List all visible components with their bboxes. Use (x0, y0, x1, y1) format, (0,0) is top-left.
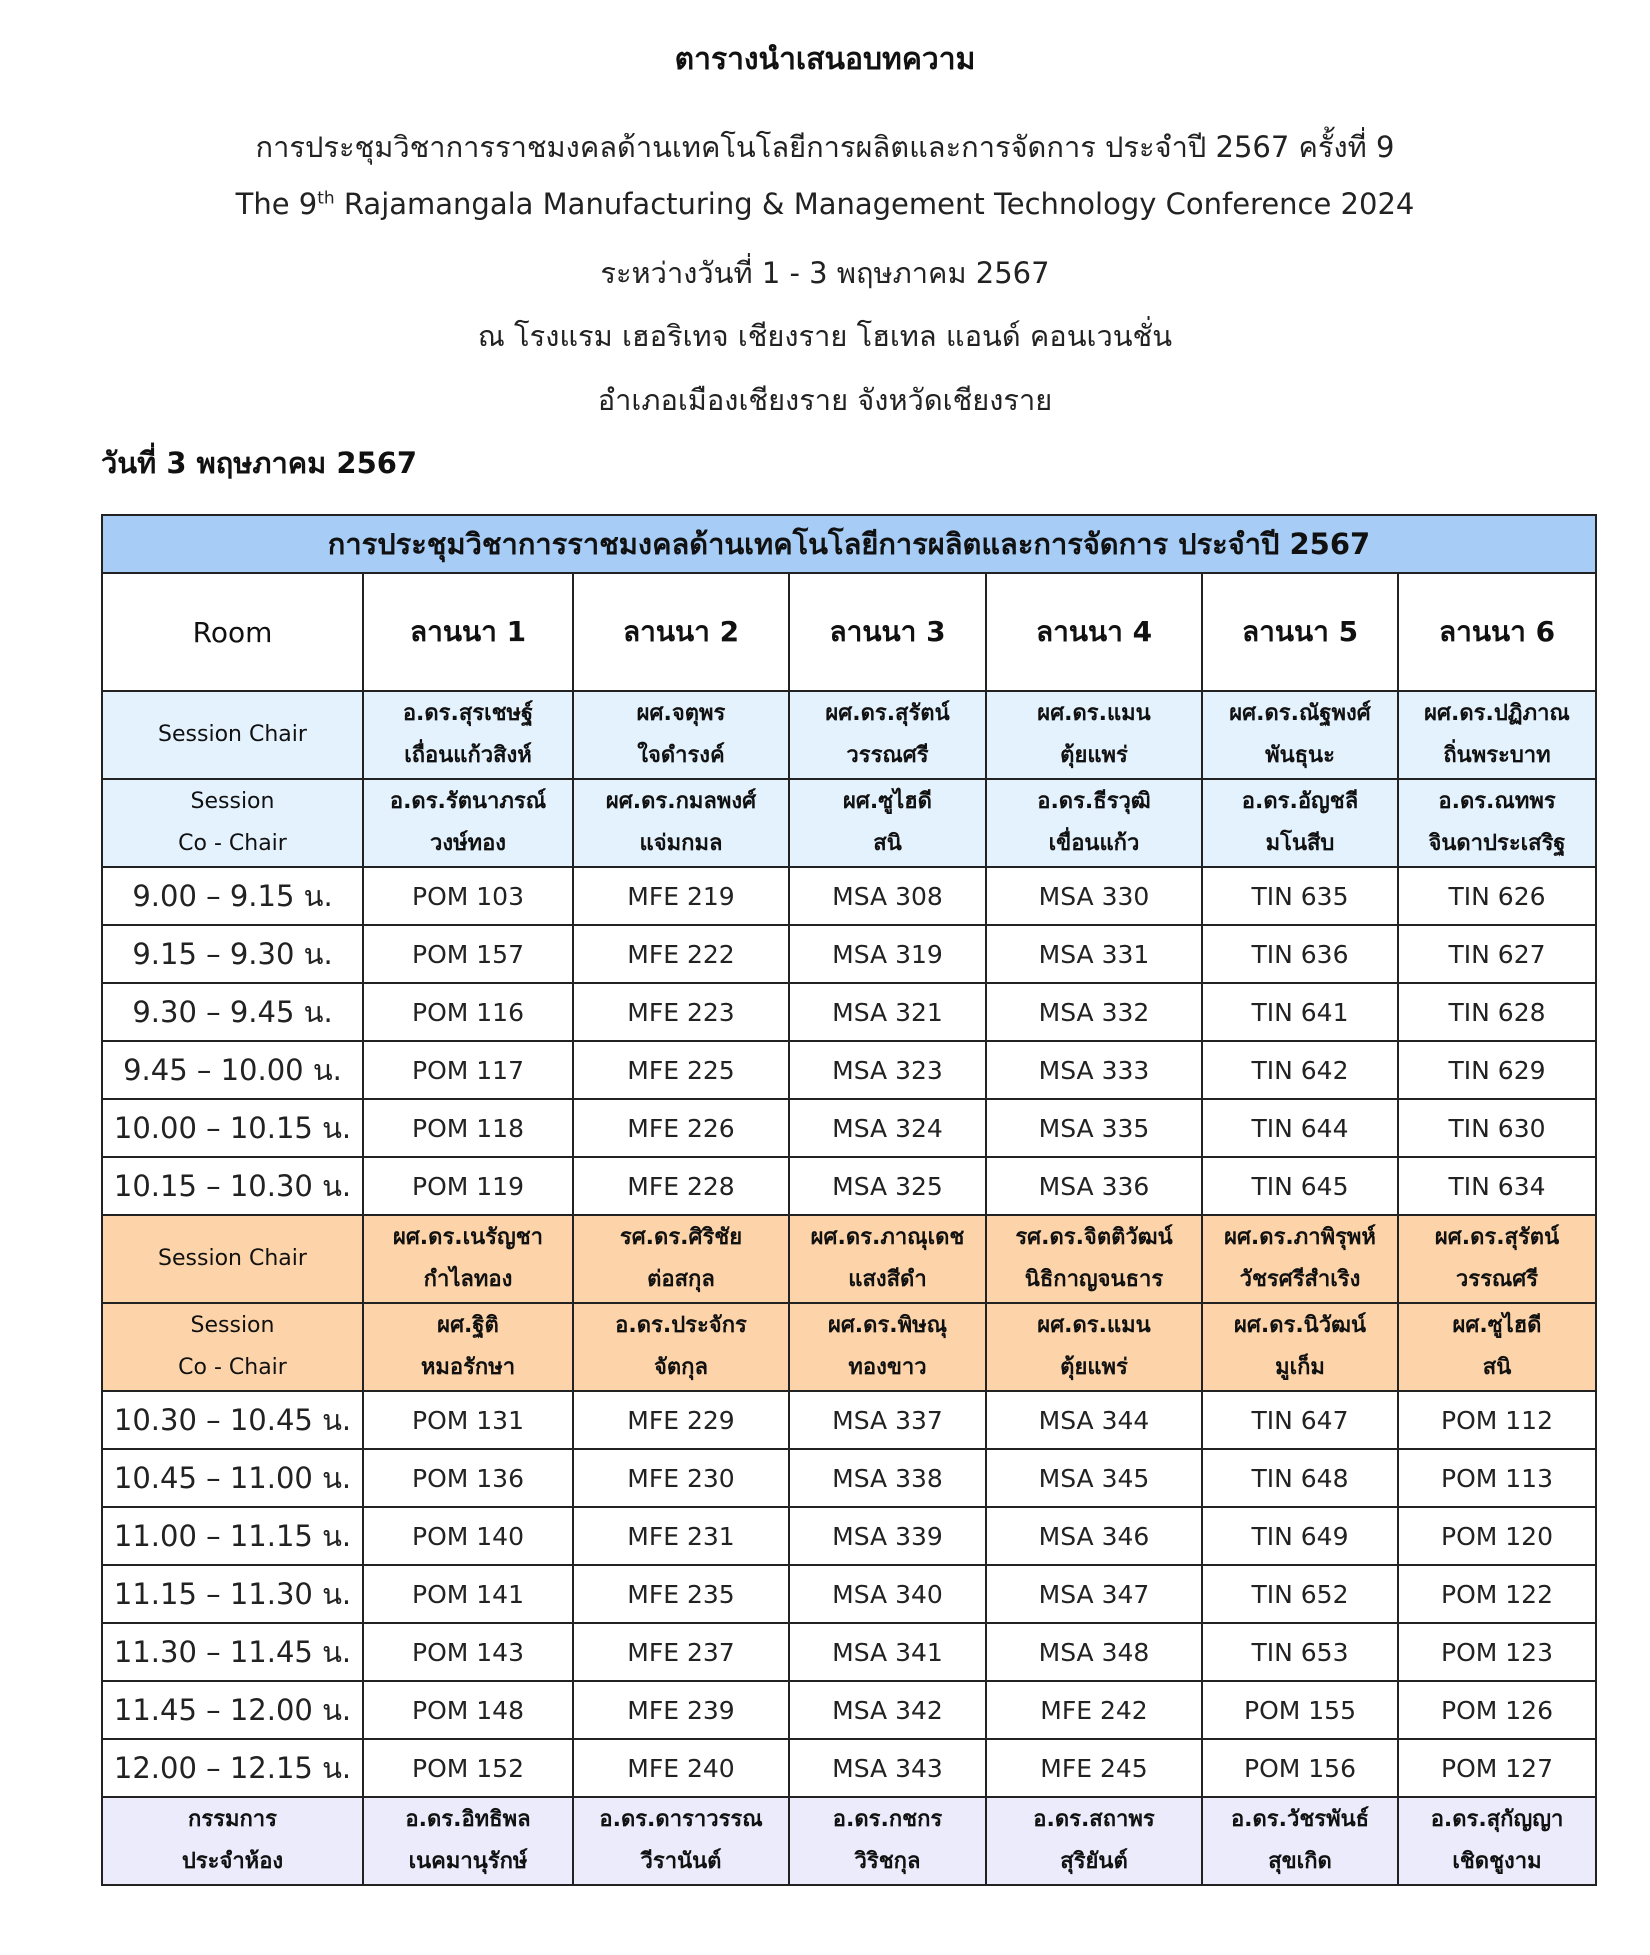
paper-id: POM 141 (363, 1565, 573, 1623)
session-chair-name (986, 691, 1202, 779)
paper-id: POM 122 (1398, 1565, 1596, 1623)
paper-id: MSA 345 (986, 1449, 1202, 1507)
session-chair-name-line-2: วรรณศรี (1455, 1267, 1539, 1292)
session-chair-name (789, 1215, 986, 1303)
paper-id: TIN 647 (1202, 1391, 1398, 1449)
paper-id: POM 140 (363, 1507, 573, 1565)
paper-id: MSA 323 (789, 1041, 986, 1099)
committee-member-line-2: สุขเกิด (1268, 1849, 1332, 1874)
time-slot: 10.45 – 11.00 น. (102, 1449, 363, 1507)
session-chair-name-line-1: ผศ.ดร.ภาณุเดช (810, 1225, 965, 1250)
session-chair-name-line-1: ผศ.ดร.ภาพิรุพห์ (1224, 1225, 1376, 1250)
paper-id: TIN 652 (1202, 1565, 1398, 1623)
time-slot: 11.45 – 12.00 น. (102, 1681, 363, 1739)
paper-id: POM 116 (363, 983, 573, 1041)
session-cochair-name-line-1: ผศ.ดร.แมน (1037, 1313, 1151, 1338)
session-chair-name (1202, 691, 1398, 779)
paper-id: TIN 653 (1202, 1623, 1398, 1681)
paper-id: MFE 242 (986, 1681, 1202, 1739)
paper-id: MSA 308 (789, 867, 986, 925)
paper-id: TIN 644 (1202, 1099, 1398, 1157)
committee-member-line-2: วิริชกุล (854, 1849, 921, 1874)
paper-id: MFE 223 (573, 983, 789, 1041)
time-slot-row (102, 1041, 1596, 1099)
room-header-6: ลานนา 6 (1398, 573, 1596, 691)
paper-id: MFE 237 (573, 1623, 789, 1681)
session-chair-name-line-2: วรรณศรี (846, 743, 929, 768)
session-cochair-name-line-1: ผศ.ฐิติ (437, 1313, 499, 1338)
room-label: Room (102, 573, 363, 691)
time-slot: 9.15 – 9.30 น. (102, 925, 363, 983)
time-slot-row (102, 1507, 1596, 1565)
session-cochair-name-line-1: อ.ดร.อัญชลี (1241, 789, 1359, 814)
paper-id: MFE 231 (573, 1507, 789, 1565)
session-chair-name-line-2: นิธิกาญจนธาร (1024, 1267, 1164, 1292)
session-chair-name-line-1: ผศ.ดร.สุรัตน์ (825, 701, 950, 726)
paper-id: MSA 330 (986, 867, 1202, 925)
room-header-5: ลานนา 5 (1202, 573, 1398, 691)
paper-id: POM 117 (363, 1041, 573, 1099)
paper-id: MFE 226 (573, 1099, 789, 1157)
paper-id: POM 136 (363, 1449, 573, 1507)
paper-id: POM 103 (363, 867, 573, 925)
paper-id: MSA 319 (789, 925, 986, 983)
paper-id: TIN 642 (1202, 1041, 1398, 1099)
time-slot: 9.30 – 9.45 น. (102, 983, 363, 1041)
session-cochair-name-line-2: ทองขาว (848, 1355, 927, 1380)
paper-id: POM 156 (1202, 1739, 1398, 1797)
paper-id: MSA 341 (789, 1623, 986, 1681)
session-chair-name-line-2: พันธุนะ (1265, 743, 1335, 768)
session-cochair-label (102, 779, 363, 867)
committee-member-line-1: อ.ดร.ดาราวรรณ (599, 1807, 763, 1832)
paper-id: TIN 634 (1398, 1157, 1596, 1215)
committee-member-line-1: อ.ดร.วัชรพันธ์ (1230, 1807, 1370, 1832)
paper-id: POM 118 (363, 1099, 573, 1157)
room-header-2: ลานนา 2 (573, 573, 789, 691)
session-cochair-name (573, 1303, 789, 1391)
session-chair-name (1398, 691, 1596, 779)
session-cochair-name-line-2: วงษ์ทอง (429, 831, 507, 856)
paper-id: MFE 225 (573, 1041, 789, 1099)
paper-id: MSA 344 (986, 1391, 1202, 1449)
session-cochair-name-line-1: ผศ.ดร.พิษณุ (827, 1313, 948, 1338)
session-chair-name-line-1: ผศ.ดร.แมน (1037, 701, 1151, 726)
conference-venue: ณ โรงแรม เฮอริเทจ เชียงราย โฮเทล แอนด์ คอนเวนชั่น (477, 319, 1173, 353)
session-cochair-name-line-2: จัตกุล (654, 1355, 708, 1380)
paper-id: POM 123 (1398, 1623, 1596, 1681)
committee-member (1398, 1797, 1596, 1885)
paper-id: MSA 333 (986, 1041, 1202, 1099)
paper-id: MSA 332 (986, 983, 1202, 1041)
session-cochair-label-line-2: Co - Chair (178, 1355, 287, 1380)
session-cochair-name-line-2: มูเก็ม (1275, 1355, 1325, 1380)
block1-session-chair-row (102, 691, 1596, 779)
session-cochair-label-line-1: Session (190, 1313, 275, 1338)
paper-id: POM 127 (1398, 1739, 1596, 1797)
room-header-4: ลานนา 4 (986, 573, 1202, 691)
time-slot: 11.30 – 11.45 น. (102, 1623, 363, 1681)
room-header-3: ลานนา 3 (789, 573, 986, 691)
paper-id: MSA 348 (986, 1623, 1202, 1681)
session-cochair-name (1202, 779, 1398, 867)
paper-id: MSA 331 (986, 925, 1202, 983)
schedule-table (101, 514, 1597, 1886)
conference-name-en-sup: th (317, 188, 335, 209)
paper-id: TIN 649 (1202, 1507, 1398, 1565)
committee-label-line-1: กรรมการ (188, 1807, 277, 1832)
session-chair-name-line-1: ผศ.ดร.ปฏิภาณ (1424, 701, 1570, 726)
paper-id: POM 148 (363, 1681, 573, 1739)
paper-id: POM 113 (1398, 1449, 1596, 1507)
conference-name-en-post: Rajamangala Manufacturing & Management Technology Conference 2024 (334, 187, 1415, 221)
paper-id: MFE 230 (573, 1449, 789, 1507)
session-chair-name-line-1: ผศ.จตุพร (636, 701, 726, 726)
paper-id: TIN 645 (1202, 1157, 1398, 1215)
session-cochair-label (102, 1303, 363, 1391)
time-slot-row (102, 1449, 1596, 1507)
session-cochair-name-line-1: อ.ดร.ธีรวุฒิ (1037, 789, 1151, 814)
session-chair-name-line-1: รศ.ดร.จิตติวัฒน์ (1015, 1225, 1173, 1250)
time-slot-row (102, 1623, 1596, 1681)
committee-row (102, 1797, 1596, 1885)
session-chair-name-line-2: เถื่อนแก้วสิงห์ (404, 743, 532, 768)
session-cochair-name-line-2: แจ่มกมล (639, 831, 723, 856)
session-cochair-name (573, 779, 789, 867)
session-chair-name (1202, 1215, 1398, 1303)
session-cochair-name (1398, 779, 1596, 867)
paper-id: MSA 346 (986, 1507, 1202, 1565)
session-chair-name (363, 691, 573, 779)
paper-id: POM 157 (363, 925, 573, 983)
session-chair-name-line-1: ผศ.ดร.ณัฐพงศ์ (1229, 701, 1371, 726)
time-slot-row (102, 1099, 1596, 1157)
committee-label (102, 1797, 363, 1885)
table-title-row (102, 515, 1596, 573)
session-chair-name-line-1: ผศ.ดร.เนรัญชา (392, 1225, 544, 1250)
time-slot-row (102, 925, 1596, 983)
paper-id: POM 112 (1398, 1391, 1596, 1449)
committee-member-line-1: อ.ดร.กชกร (832, 1807, 943, 1832)
session-cochair-name-line-2: สนิ (1482, 1355, 1512, 1380)
schedule-table-body (102, 515, 1596, 1885)
session-cochair-name-line-1: อ.ดร.รัตนาภรณ์ (389, 789, 547, 814)
paper-id: MSA 347 (986, 1565, 1202, 1623)
session-chair-name-line-2: กำไลทอง (423, 1267, 513, 1292)
paper-id: POM 143 (363, 1623, 573, 1681)
session-cochair-name-line-1: อ.ดร.ณทพร (1438, 789, 1556, 814)
block2-session-chair-row (102, 1215, 1596, 1303)
paper-id: MFE 240 (573, 1739, 789, 1797)
table-title: การประชุมวิชาการราชมงคลด้านเทคโนโลยีการผลิตและการจัดการ ประจำปี 2567 (102, 515, 1596, 573)
committee-member-line-1: อ.ดร.สถาพร (1033, 1807, 1155, 1832)
conference-name-thai: การประชุมวิชาการราชมงคลด้านเทคโนโลยีการผลิตและการจัดการ ประจำปี 2567 ครั้งที่ 9 (255, 130, 1395, 164)
session-chair-name (986, 1215, 1202, 1303)
session-chair-label: Session Chair (102, 691, 363, 779)
time-slot-row (102, 1565, 1596, 1623)
time-slot: 9.00 – 9.15 น. (102, 867, 363, 925)
paper-id: MFE 228 (573, 1157, 789, 1215)
time-slot-row (102, 1391, 1596, 1449)
session-cochair-name (789, 779, 986, 867)
committee-member-line-2: วีรานันต์ (640, 1849, 722, 1874)
session-chair-name-line-1: อ.ดร.สุรเชษฐ์ (402, 701, 534, 726)
paper-id: MSA 337 (789, 1391, 986, 1449)
time-slot: 10.30 – 10.45 น. (102, 1391, 363, 1449)
time-slot: 11.15 – 11.30 น. (102, 1565, 363, 1623)
time-slot: 12.00 – 12.15 น. (102, 1739, 363, 1797)
session-cochair-name-line-2: สนิ (873, 831, 902, 856)
conference-location: อำเภอเมืองเชียงราย จังหวัดเชียงราย (597, 383, 1053, 417)
session-cochair-name-line-1: อ.ดร.ประจักร (615, 1313, 747, 1338)
block2-session-cochair-row (102, 1303, 1596, 1391)
conference-dates: ระหว่างวันที่ 1 - 3 พฤษภาคม 2567 (600, 256, 1050, 290)
session-cochair-name (363, 779, 573, 867)
room-header-row (102, 573, 1596, 691)
paper-id: MSA 339 (789, 1507, 986, 1565)
paper-id: POM 155 (1202, 1681, 1398, 1739)
time-slot: 10.15 – 10.30 น. (102, 1157, 363, 1215)
day-label: วันที่ 3 พฤษภาคม 2567 (101, 446, 418, 480)
paper-id: TIN 636 (1202, 925, 1398, 983)
paper-id: POM 119 (363, 1157, 573, 1215)
session-cochair-name (1202, 1303, 1398, 1391)
paper-id: TIN 630 (1398, 1099, 1596, 1157)
paper-id: MFE 245 (986, 1739, 1202, 1797)
committee-member (1202, 1797, 1398, 1885)
session-cochair-name (363, 1303, 573, 1391)
time-slot: 10.00 – 10.15 น. (102, 1099, 363, 1157)
session-chair-name (789, 691, 986, 779)
session-cochair-label-line-2: Co - Chair (178, 831, 287, 856)
session-chair-name-line-2: แสงสีดำ (848, 1267, 927, 1292)
committee-member-line-1: อ.ดร.อิทธิพล (405, 1807, 531, 1832)
session-cochair-name-line-2: ตุ้ยแพร่ (1060, 1355, 1128, 1380)
session-chair-name (363, 1215, 573, 1303)
session-cochair-name-line-1: ผศ.ซูไฮดี (843, 789, 932, 814)
paper-id: POM 126 (1398, 1681, 1596, 1739)
paper-id: MSA 338 (789, 1449, 986, 1507)
conference-name-en-pre: The 9 (235, 187, 318, 221)
paper-id: TIN 648 (1202, 1449, 1398, 1507)
session-cochair-name-line-2: จินดาประเสริฐ (1428, 831, 1566, 856)
session-cochair-name (986, 779, 1202, 867)
paper-id: TIN 641 (1202, 983, 1398, 1041)
paper-id: TIN 627 (1398, 925, 1596, 983)
time-slot: 11.00 – 11.15 น. (102, 1507, 363, 1565)
session-chair-name-line-2: ตุ้ยแพร่ (1060, 743, 1128, 768)
paper-id: MFE 239 (573, 1681, 789, 1739)
committee-member (363, 1797, 573, 1885)
paper-id: TIN 626 (1398, 867, 1596, 925)
committee-member (789, 1797, 986, 1885)
session-cochair-name (789, 1303, 986, 1391)
paper-id: TIN 635 (1202, 867, 1398, 925)
time-slot-row (102, 867, 1596, 925)
session-chair-name-line-2: ถิ่นพระบาท (1443, 743, 1551, 768)
paper-id: MSA 342 (789, 1681, 986, 1739)
paper-id: MFE 219 (573, 867, 789, 925)
page-title: ตารางนำเสนอบทความ (674, 42, 976, 77)
session-cochair-name-line-1: ผศ.ดร.กมลพงศ์ (605, 789, 757, 814)
paper-id: TIN 628 (1398, 983, 1596, 1041)
committee-member (986, 1797, 1202, 1885)
paper-id: MSA 335 (986, 1099, 1202, 1157)
time-slot-row (102, 1157, 1596, 1215)
paper-id: MFE 235 (573, 1565, 789, 1623)
paper-id: MFE 222 (573, 925, 789, 983)
committee-member-line-1: อ.ดร.สุกัญญา (1430, 1807, 1564, 1832)
session-cochair-name-line-2: เขื่อนแก้ว (1048, 831, 1140, 856)
committee-member-line-2: เนคมานุรักษ์ (408, 1849, 528, 1874)
time-slot-row (102, 1739, 1596, 1797)
paper-id: MSA 340 (789, 1565, 986, 1623)
session-chair-name-line-2: ใจดำรงค์ (637, 743, 725, 768)
block1-session-cochair-row (102, 779, 1596, 867)
paper-id: MSA 325 (789, 1157, 986, 1215)
session-chair-name-line-1: รศ.ดร.ศิริชัย (619, 1225, 743, 1250)
committee-label-line-2: ประจำห้อง (181, 1849, 284, 1874)
session-chair-name (573, 691, 789, 779)
paper-id: MSA 324 (789, 1099, 986, 1157)
paper-id: POM 131 (363, 1391, 573, 1449)
conference-name-english (0, 187, 1650, 221)
paper-id: MFE 229 (573, 1391, 789, 1449)
session-chair-label: Session Chair (102, 1215, 363, 1303)
time-slot-row (102, 983, 1596, 1041)
session-cochair-name-line-2: มโนสีบ (1265, 831, 1335, 856)
time-slot: 9.45 – 10.00 น. (102, 1041, 363, 1099)
committee-member (573, 1797, 789, 1885)
paper-id: POM 152 (363, 1739, 573, 1797)
session-chair-name (1398, 1215, 1596, 1303)
session-cochair-name-line-1: ผศ.ซูไฮดี (1452, 1313, 1542, 1338)
session-chair-name (573, 1215, 789, 1303)
committee-member-line-2: สุริยันต์ (1060, 1849, 1128, 1874)
session-chair-name-line-2: วัชรศรีสำเริง (1239, 1267, 1361, 1292)
session-chair-name-line-2: ต่อสกุล (647, 1267, 715, 1292)
committee-member-line-2: เชิดชูงาม (1452, 1849, 1542, 1874)
session-cochair-name (1398, 1303, 1596, 1391)
room-header-1: ลานนา 1 (363, 573, 573, 691)
paper-id: POM 120 (1398, 1507, 1596, 1565)
paper-id: MSA 336 (986, 1157, 1202, 1215)
session-chair-name-line-1: ผศ.ดร.สุรัตน์ (1434, 1225, 1560, 1250)
session-cochair-name-line-1: ผศ.ดร.นิวัฒน์ (1234, 1313, 1366, 1338)
session-cochair-name-line-2: หมอรักษา (420, 1355, 516, 1380)
paper-id: TIN 629 (1398, 1041, 1596, 1099)
time-slot-row (102, 1681, 1596, 1739)
session-cochair-label-line-1: Session (190, 789, 275, 814)
session-cochair-name (986, 1303, 1202, 1391)
paper-id: MSA 321 (789, 983, 986, 1041)
paper-id: MSA 343 (789, 1739, 986, 1797)
